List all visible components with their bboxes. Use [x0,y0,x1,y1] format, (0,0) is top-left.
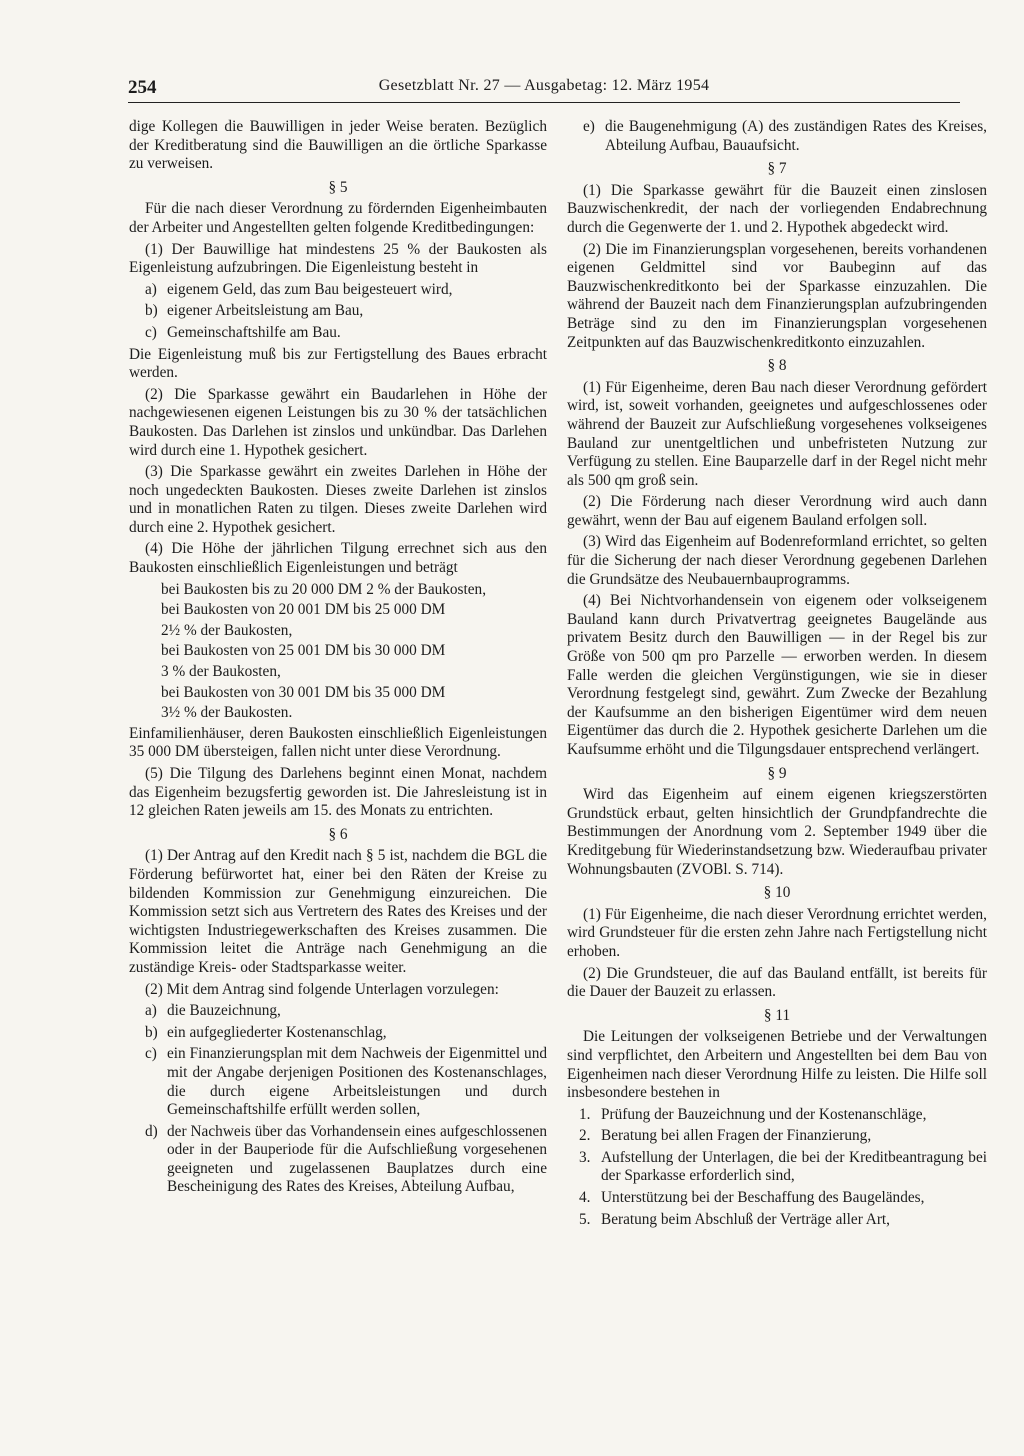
paragraph: (2) Die im Finanzierungsplan vorgesehenen, bereits vorhandenen eigenen Geldmittel sind vor Baubeginn auf das Bauzwischenkreditkonto bei der Sparkasse einzuzahlen. Die während der Bauzeit nach dem Finanzierungsplan aufzubringenden Beträge sind zu den im Finanzierungsplan vorgesehenen Zeitpunkten auf das Bauzwischenkreditkonto einzuzahlen. [567,240,987,351]
list-item [129,281,547,300]
paragraph: (2) Mit dem Antrag sind folgende Unterlagen vorzulegen: [145,980,499,998]
list-text: ein Finanzierungsplan mit dem Nachweis der Eigenmittel und mit der Angabe derjenigen Positionen des Kostenanschlages, die durch eigene Arbeitsleistungen und durch Gemeinschaftshilfe erfüllt werden sollen, [167,1045,547,1119]
section-heading-9: § 9 [767,764,787,782]
list-item [129,1002,547,1021]
list-label: c) [145,323,157,341]
paragraph: (3) Wird das Eigenheim auf Bodenreformland errichtet, so gelten für die Sicherung der nach dieser Verordnung gegebenen Darlehen die Grundsätze des Neubauernbauprogramms. [567,533,987,588]
list-item [567,1127,987,1146]
list-label: a) [145,280,157,298]
paragraph: (4) Bei Nichtvorhandensein von eigenem oder volkseigenem Bauland kann durch Privatvertrag geeignetes Baugelände aus privatem Besitz durch den Bauwilligen — in der Regel bis zur Größe von 500 qm pro Parzelle — erworben werden. In diesem Falle werden die gleichen Vergünstigungen, wie sie in dieser Verordnung festgelegt sind, gewährt. Zum Zwecke der Bezahlung der Kaufsumme an den bisherigen Eigentümer wird dem neuen Eigentümer das durch die 2. Hypothek gesicherte Darlehen um die Kaufsumme erhöht und die Tilgungsdauer entsprechend verlängert. [567,592,987,758]
list-text: die Bauzeichnung, [167,1002,281,1020]
list-item [129,324,547,343]
list-text: eigenem Geld, das zum Bau beigesteuert wird, [167,280,453,298]
paragraph: Für die nach dieser Verordnung zu fördernden Eigenheimbauten der Arbeiter und Angestellten gelten folgende Kreditbedingungen: [129,200,547,236]
list-item [567,1211,987,1230]
list-label: b) [145,1023,158,1041]
section-heading-8: § 8 [767,357,787,375]
list-item [567,1189,987,1208]
paragraph: (1) Für Eigenheime, die nach dieser Verordnung errichtet werden, wird Grundsteuer für die ersten zehn Jahre nach Fertigstellung nicht erhoben. [567,905,987,960]
paragraph: (4) Die Höhe der jährlichen Tilgung errechnet sich aus den Baukosten einschließlich Eigenleistungen und beträgt [129,540,547,577]
list-text: Unterstützung bei der Beschaffung des Baugeländes, [601,1189,925,1207]
list-item [567,118,987,155]
section-heading-11: § 11 [763,1006,791,1024]
right-column [567,118,987,1232]
paragraph: (1) Für Eigenheime, deren Bau nach dieser Verordnung gefördert wird, ist, soweit vorhanden, geeignetes und aufgeschlossenes oder während der Bauzeit zur Aufschließung vorgesehenes volkseigenes Bauland zur unentgeltlichen und unbefristeten Nutzung zur Verfügung zu stellen. Eine Bauparzelle darf in der Regel nicht mehr als 500 qm groß sein. [567,378,987,489]
list-label: a) [145,1002,157,1020]
list-text: Aufstellung der Unterlagen, die bei der Kreditbeantragung bei der Sparkasse erforderlich sind, [601,1148,987,1185]
list-text: der Nachweis über das Vorhandensein eines aufgeschlossenen oder in der Bauperiode für die Aufschließung vorgesehenen geeigneten und zugelassenen Bauplatzes durch eine Bescheinigung des Rates des Kreises, Abteilung Aufbau, [167,1122,547,1196]
section-heading-5: § 5 [328,178,348,196]
paragraph: (1) Der Antrag auf den Kredit nach § 5 ist, nachdem die BGL die Förderung befürwortet hat, einer bei den Räten der Kreise zu bildenden Kommission zur Genehmigung einzureichen. Die Kommission setzt sich aus Vertretern des Rates des Kreises und der wichtigsten Industriegewerkschaften des Kreises zusammen. Die Kommission leitet die Anträge nach Genehmigung an die zuständige Kreis- oder Stadtsparkasse weiter. [129,847,547,976]
header-title: Gesetzblatt Nr. 27 — Ausgabetag: 12. März 1954 [378,77,710,94]
section-heading-7: § 7 [767,160,787,178]
paragraph: (2) Die Förderung nach dieser Verordnung wird auch dann gewährt, wenn der Bau auf eigenem Bauland erfolgen soll. [567,493,987,529]
list-text: Beratung beim Abschluß der Verträge aller Art, [601,1210,890,1228]
paragraph: Einfamilienhäuser, deren Baukosten einschließlich Eigenleistungen 35 000 DM übersteigen, fallen nicht unter diese Verordnung. [129,724,547,761]
section-heading-6: § 6 [328,825,348,843]
paragraph: (3) Die Sparkasse gewährt ein zweites Darlehen in Höhe der noch ungedeckten Baukosten. Dieses zweite Darlehen ist zinslos und in monatlichen Raten zu tilgen. Dieses zweite Darlehen wird durch eine 2. Hypothek gesichert. [129,463,547,536]
list-label: c) [145,1045,157,1063]
list-label: 5. [579,1210,591,1228]
list-label: 3. [579,1148,591,1166]
list-text: Prüfung der Bauzeichnung und der Kostenanschläge, [601,1105,927,1123]
page-number: 254 [128,77,157,98]
paragraph: (5) Die Tilgung des Darlehens beginnt einen Monat, nachdem das Eigenheim bezugsfertig geworden ist. Die Jahresleistung ist in 12 gleichen Raten jeweils am 15. des Monats zu entrichten. [129,765,547,820]
list-text: Gemeinschaftshilfe am Bau. [167,323,341,341]
intro-paragraph: dige Kollegen die Bauwilligen in jeder Weise beraten. Bezüglich der Kreditberatung sind die Bauwilligen an die örtliche Sparkasse zu verweisen. [129,118,547,173]
paragraph: (2) Die Grundsteuer, die auf das Bauland entfällt, ist bereits für die Dauer der Bauzeit zu erlassen. [567,964,987,1001]
paragraph: (1) Der Bauwillige hat mindestens 25 % der Baukosten als Eigenleistung aufzubringen. Die Eigenleistung besteht in [129,240,547,277]
paragraph: (1) Die Sparkasse gewährt für die Bauzeit einen zinslosen Bauzwischenkredit, der nach der vorliegenden Endabrechnung durch die Gegenwerte der 1. und 2. Hypothek abgedeckt wird. [567,181,987,236]
fee-line: 3 % der Baukosten, [161,663,281,681]
paragraph: Die Leitungen der volkseigenen Betriebe und der Verwaltungen sind verpflichtet, den Arbeitern und Angestellten bei dem Bau von Eigenheimen nach dieser Verordnung Hilfe zu leisten. Die Hilfe soll insbesondere bestehen in [567,1028,987,1102]
paragraph: Wird das Eigenheim auf einem eigenen kriegszerstörten Grundstück erbaut, gelten hinsichtlich der Grundpfandrechte die Bestimmungen der Anordnung vom 2. September 1949 über die Kreditgebung für Wiederinstandsetzung bzw. Wiederaufbau privater Wohnungsbauten (ZVOBl. S. 714). [567,786,987,878]
section-heading-10: § 10 [763,884,791,902]
fee-line: bei Baukosten von 30 001 DM bis 35 000 DM [161,683,446,701]
list-label: b) [145,302,158,320]
list-text: ein aufgegliederter Kostenanschlag, [167,1023,387,1041]
list-label: 1. [579,1105,591,1123]
list-label: 2. [579,1127,591,1145]
paragraph: Die Eigenleistung muß bis zur Fertigstellung des Baues erbracht werden. [129,345,547,382]
list-label: e) [583,118,595,135]
list-text: eigener Arbeitsleistung am Bau, [167,302,364,320]
fee-line: bei Baukosten von 25 001 DM bis 30 000 DM [161,642,446,660]
list-item [129,1123,547,1197]
page-header [128,76,960,103]
fee-line: 3½ % der Baukosten. [161,704,293,722]
fee-line: 2½ % der Baukosten, [161,621,293,639]
fee-line: bei Baukosten bis zu 20 000 DM 2 % der Baukosten, [161,580,487,598]
list-label: 4. [579,1189,591,1207]
list-text: Beratung bei allen Fragen der Finanzierung, [601,1127,872,1145]
list-text: die Baugenehmigung (A) des zuständigen Rates des Kreises, Abteilung Aufbau, Bauaufsicht. [605,118,987,154]
list-item [129,1024,547,1043]
list-item [567,1149,987,1186]
left-column [129,118,547,1200]
fee-line: bei Baukosten von 20 001 DM bis 25 000 DM [161,601,446,619]
list-item [129,1045,547,1119]
paragraph: (2) Die Sparkasse gewährt ein Baudarlehen in Höhe der nachgewiesenen eigenen Leistungen bis zu 30 % der tatsächlichen Baukosten. Das Darlehen ist zinslos und unkündbar. Das Darlehen wird durch eine 1. Hypothek gesichert. [129,385,547,459]
list-label: d) [145,1122,158,1140]
list-item [567,1106,987,1125]
list-item [129,302,547,321]
